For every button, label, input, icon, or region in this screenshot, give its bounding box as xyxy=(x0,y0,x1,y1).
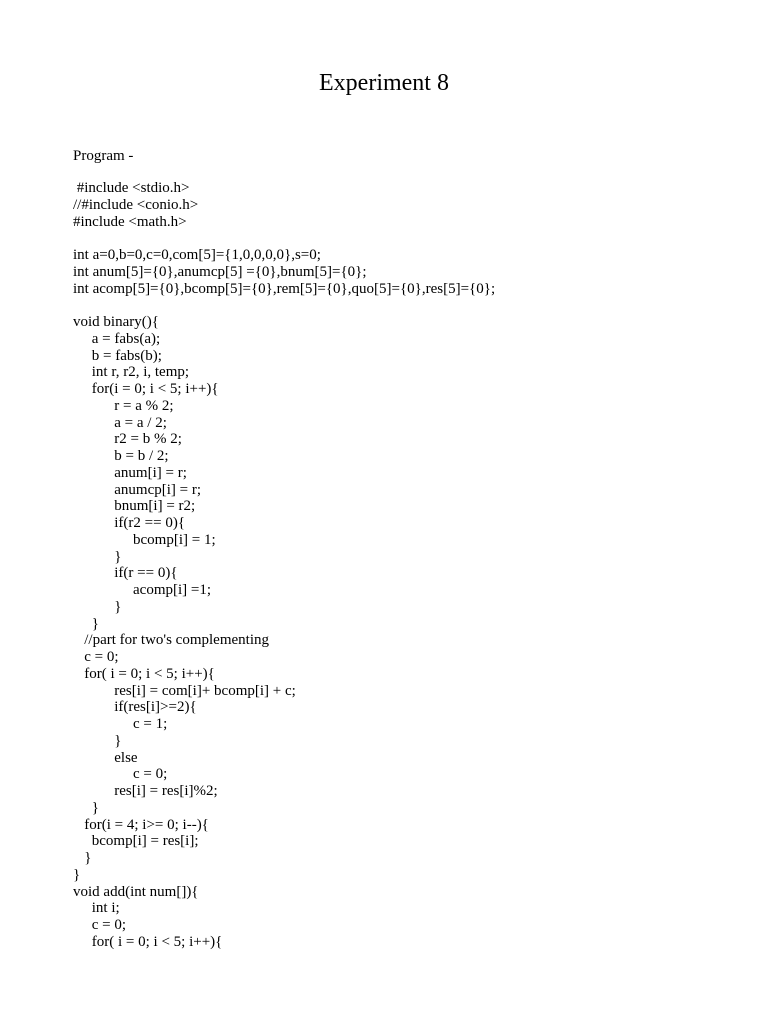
code-line: anumcp[i] = r; xyxy=(73,481,202,498)
code-line: if(r2 == 0){ xyxy=(73,515,186,531)
code-line: c = 1; xyxy=(73,716,168,732)
code-line: a = a / 2; xyxy=(73,414,167,431)
code-line: int a=0,b=0,c=0,com[5]={1,0,0,0,0},s=0; xyxy=(73,247,321,263)
code-line: if(res[i]>=2){ xyxy=(73,699,197,716)
code-line xyxy=(73,297,495,314)
code-line: void binary(){ xyxy=(73,314,159,330)
code-line: c = 0; xyxy=(73,766,168,783)
code-line: int r, r2, i, temp; xyxy=(73,364,190,381)
code-line: void add(int num[]){ xyxy=(73,883,199,900)
code-line: b = fabs(b); xyxy=(73,347,162,364)
code-line: bcomp[i] = 1; xyxy=(73,531,216,548)
code-line: } xyxy=(73,866,81,883)
code-line: } xyxy=(73,598,122,615)
code-line: b = b / 2; xyxy=(73,448,169,464)
code-line: r = a % 2; xyxy=(73,397,174,414)
code-line: bnum[i] = r2; xyxy=(73,498,196,515)
code-line: a = fabs(a); xyxy=(73,330,161,347)
code-line: int i; xyxy=(73,900,120,917)
code-line: for( i = 0; i < 5; i++){ xyxy=(73,933,223,950)
code-line: else xyxy=(73,749,138,766)
code-line: for(i = 0; i < 5; i++){ xyxy=(73,381,219,397)
code-line xyxy=(73,230,495,247)
code-line: bcomp[i] = res[i]; xyxy=(73,833,199,850)
code-line: int anum[5]={0},anumcp[5] ={0},bnum[5]={0}; xyxy=(73,263,367,280)
code-line: } xyxy=(73,615,99,632)
code-line: #include <stdio.h> xyxy=(73,180,190,196)
code-line: } xyxy=(73,732,122,749)
code-line: acomp[i] =1; xyxy=(73,582,212,598)
code-line: //#include <conio.h> xyxy=(73,196,199,213)
code-line: r2 = b % 2; xyxy=(73,431,182,448)
page-title: Experiment 8 xyxy=(319,70,449,96)
code-line: anum[i] = r; xyxy=(73,464,187,481)
code-line: } xyxy=(73,799,99,816)
code-block xyxy=(73,180,495,951)
code-line: for( i = 0; i < 5; i++){ xyxy=(73,665,215,682)
code-line: c = 0; xyxy=(73,649,119,665)
code-line: } xyxy=(73,548,122,565)
code-line: //part for two's complementing xyxy=(73,632,269,649)
code-line: #include <math.h> xyxy=(73,213,187,230)
code-line: for(i = 4; i>= 0; i--){ xyxy=(73,816,209,833)
code-line: if(r == 0){ xyxy=(73,565,178,582)
code-line: int acomp[5]={0},bcomp[5]={0},rem[5]={0},quo[5]={0},res[5]={0}; xyxy=(73,280,496,297)
code-line: res[i] = com[i]+ bcomp[i] + c; xyxy=(73,682,296,699)
program-label: Program - xyxy=(73,148,134,164)
code-line: c = 0; xyxy=(73,917,127,933)
code-line: } xyxy=(73,850,92,866)
code-line: res[i] = res[i]%2; xyxy=(73,783,218,799)
